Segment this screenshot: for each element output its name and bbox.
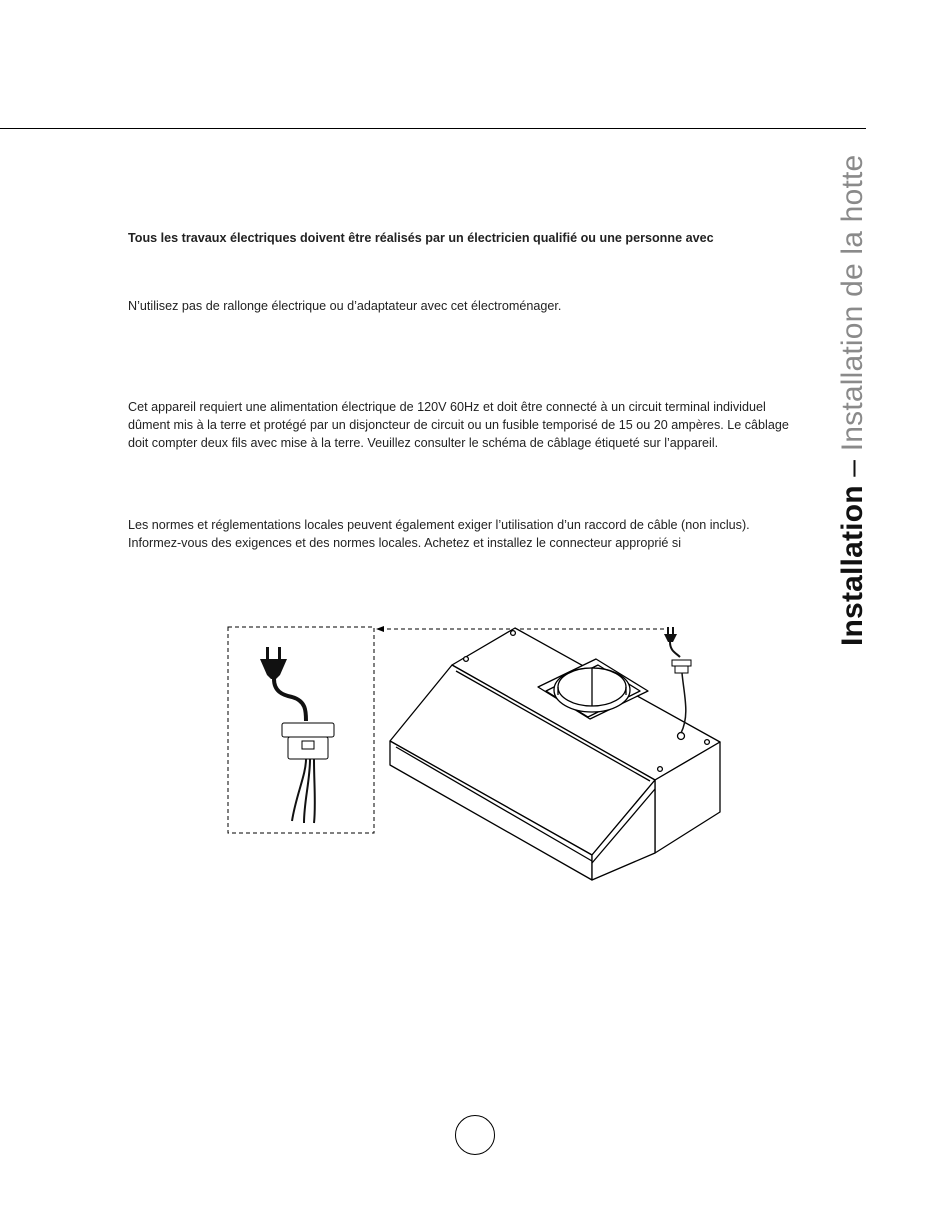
plug-detail-icon (260, 647, 334, 823)
local-codes-text: Les normes et réglementations locales peuvent également exiger l’utilisation d’un raccord de câble (non inclus). Informez-vous des exigences et des normes locales. Achetez et installez le connecteur approprié si (128, 518, 750, 550)
header-rule (0, 128, 866, 129)
range-hood-illustration (390, 628, 720, 880)
section-title-bold: Installation (836, 485, 869, 646)
section-title-dash: – (836, 459, 869, 477)
electrical-warning: Tous les travaux électriques doivent être réalisés par un électricien qualifié ou une personne avec (128, 231, 714, 245)
no-extension-cord-note: N’utilisez pas de rallonge électrique ou d’adaptateur avec cet électroménager. (128, 299, 562, 313)
power-requirements-text: Cet appareil requiert une alimentation électrique de 120V 60Hz et doit être connecté à un circuit terminal individuel dûment mis à la terre et protégé par un disjoncteur de circuit ou un fusible temporisé de 15 ou 20 ampères. Le câblage doit compter deux fils avec mise à la terre. Veuillez consulter le schéma de câblage étiqueté sur l’appareil. (128, 400, 789, 450)
page-number (455, 1115, 495, 1155)
range-hood-wiring-diagram (220, 615, 730, 895)
section-title-light: Installation de la hotte (836, 154, 869, 452)
section-title (836, 155, 870, 646)
